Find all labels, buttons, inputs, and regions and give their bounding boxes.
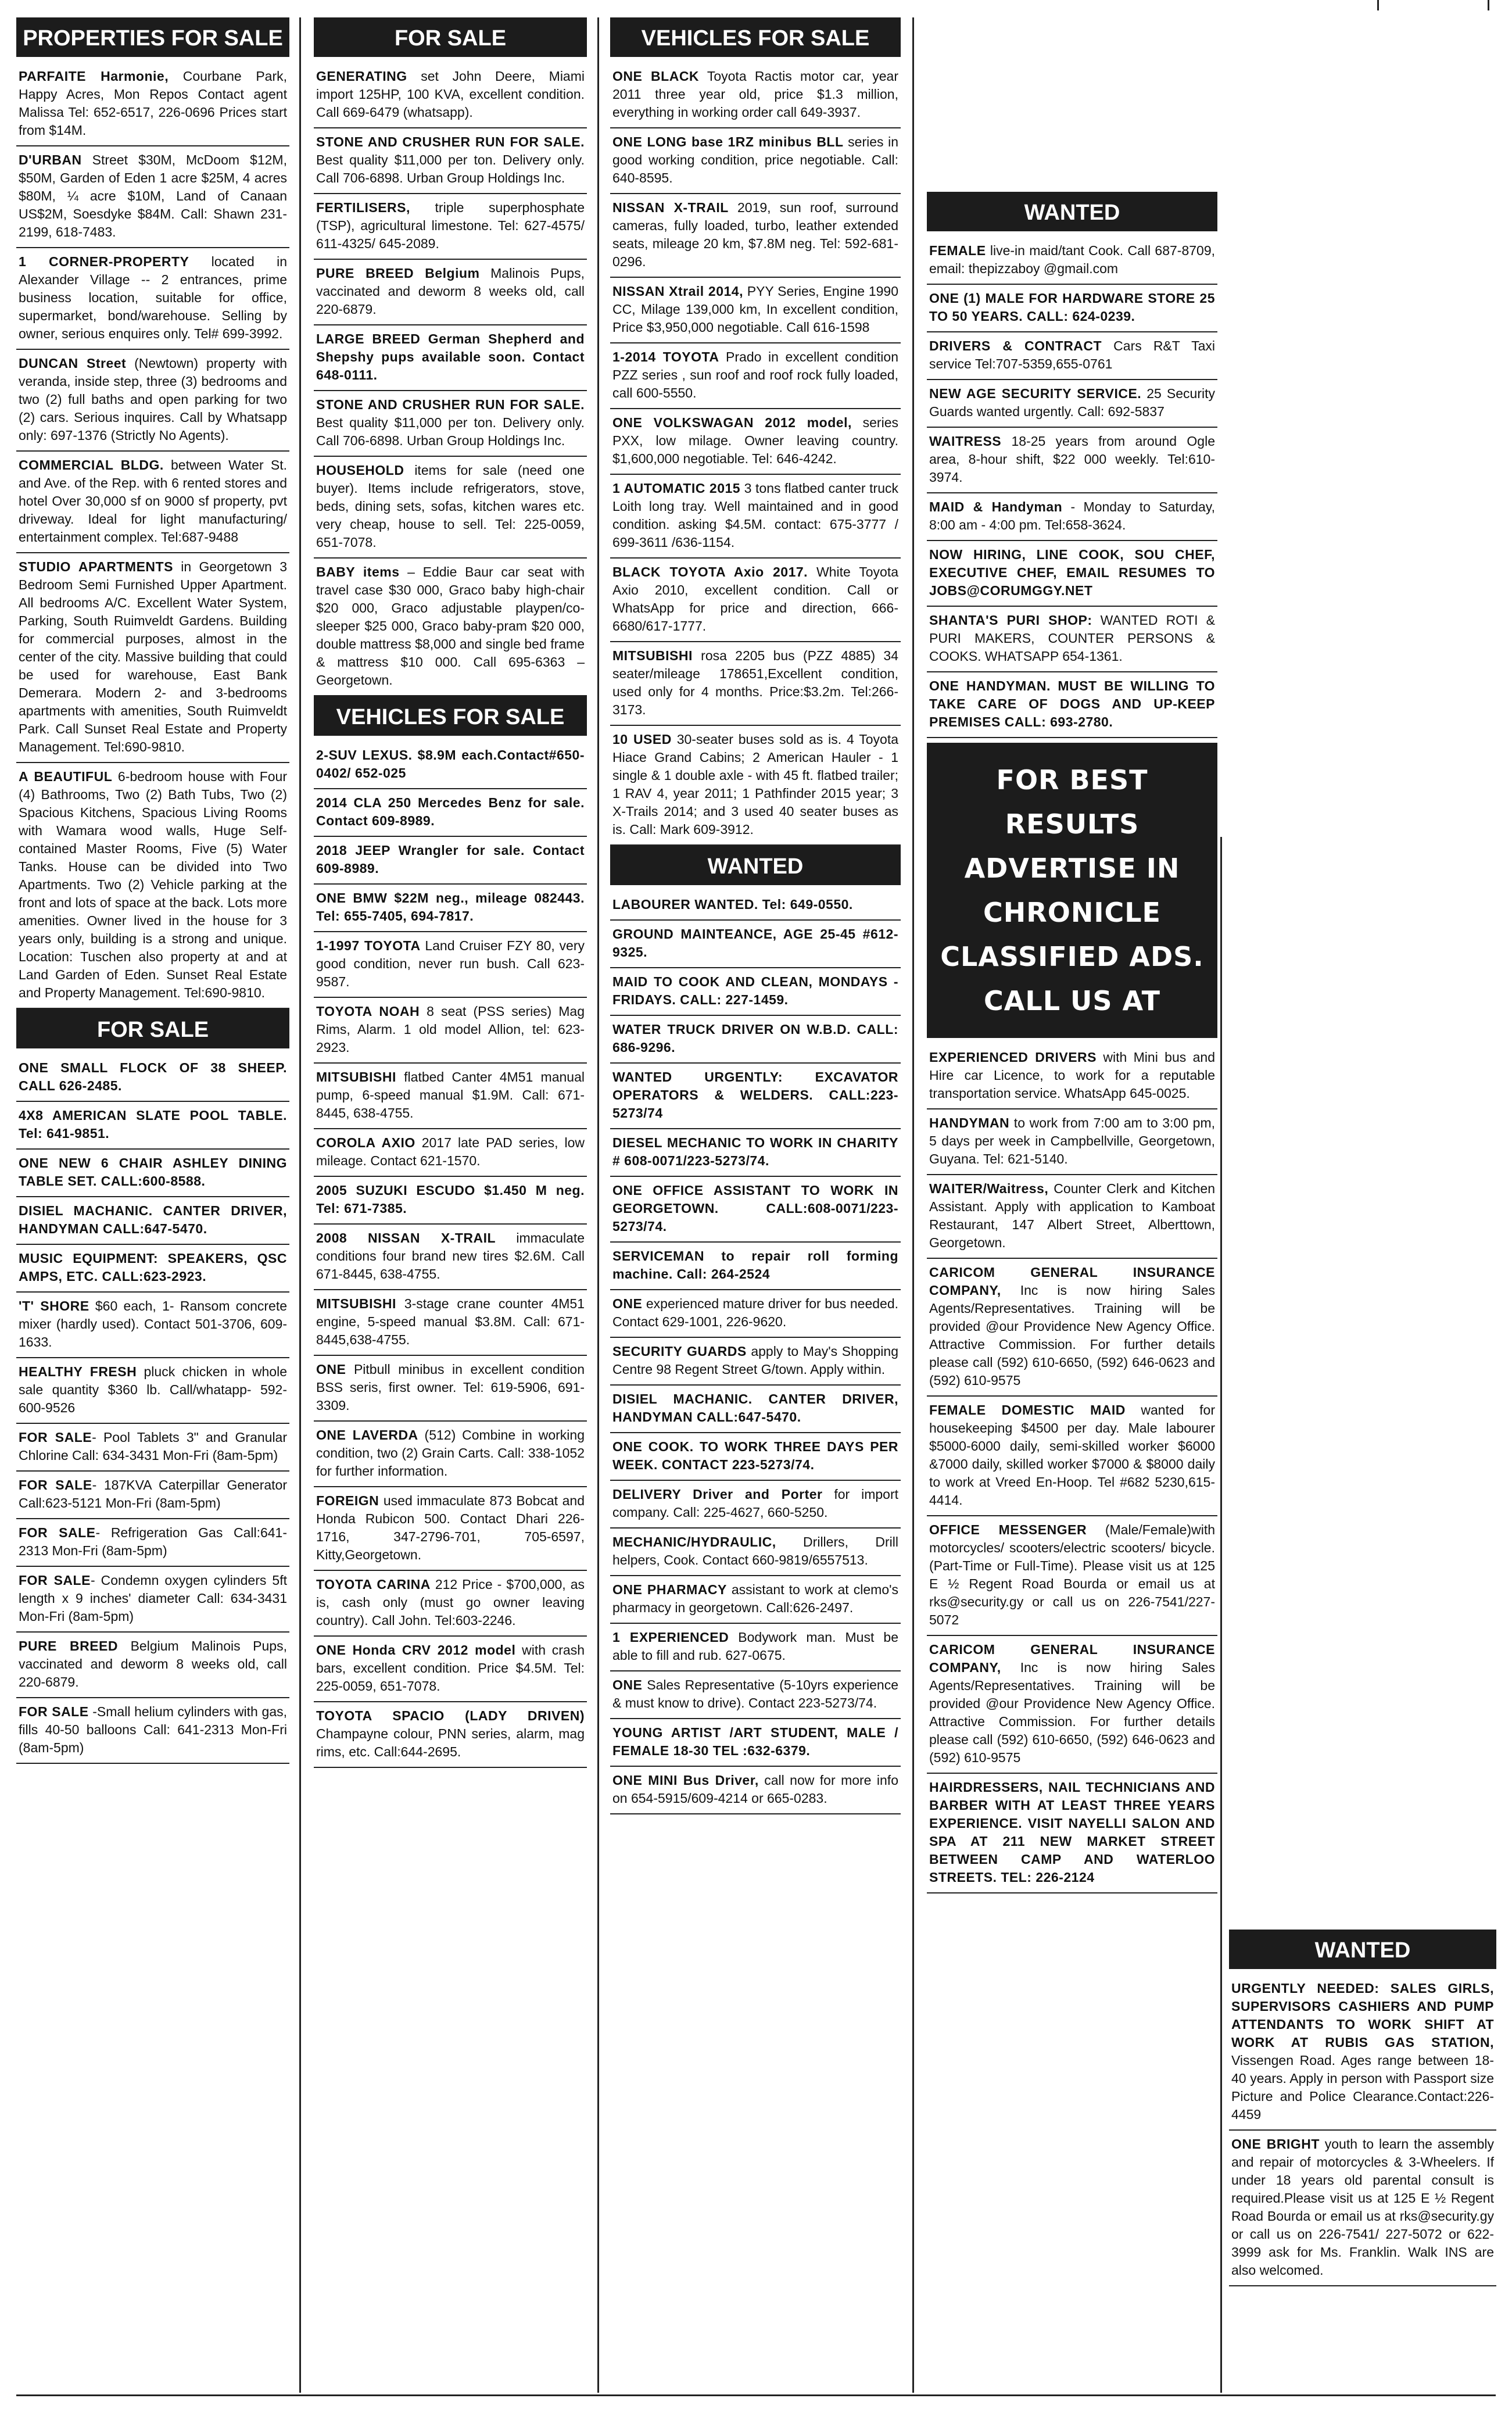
ad-lead: TOYOTA SPACIO (LADY DRIVEN) [316, 1708, 585, 1723]
classified-ad [314, 1064, 587, 1129]
classified-ad [610, 1576, 901, 1624]
ad-body: 212 Price - $700,000, as is, cash only (must go owner leaving country). Call John. Tel:603-2246. [316, 1577, 585, 1628]
classified-ad [927, 1516, 1217, 1636]
ad-lead: OFFICE MESSENGER [929, 1522, 1087, 1537]
ad-lead: 2008 NISSAN X-TRAIL [316, 1230, 496, 1245]
classified-ad [314, 1225, 587, 1290]
classified-ad [927, 1044, 1217, 1109]
ad-lead: GROUND MAINTEANCE, AGE 25-45 #612-9325. [612, 926, 898, 960]
classified-ad [16, 1245, 289, 1293]
blank-space [927, 17, 1217, 192]
column-divider [1220, 837, 1222, 2393]
ad-lead: D'URBAN [19, 152, 82, 167]
classified-ad [314, 63, 587, 128]
classified-ad [610, 968, 901, 1016]
ad-body: Toyota Ractis motor car, year 2011 three year old, price $1.3 million, everything in working order call 649-3937. [612, 69, 898, 120]
ad-lead: FOR SALE [19, 1430, 92, 1445]
ad-lead: COMMERCIAL BLDG. [19, 457, 164, 473]
classified-ad [16, 1472, 289, 1519]
ad-body: rosa 2205 bus (PZZ 4885) 34 seater/mileage 178651,Excellent condition, used only for 4 months. Price:$3.2m. Tel:266-3173. [612, 648, 898, 717]
ad-lead: PARFAITE Harmonie, [19, 69, 169, 84]
ad-lead: SHANTA'S PURI SHOP: [929, 613, 1092, 628]
ad-lead: ONE HANDYMAN. MUST BE WILLING TO TAKE CARE OF DOGS AND UP-KEEP PREMISES CALL: 693-2780. [929, 678, 1215, 729]
classified-ad [314, 998, 587, 1064]
ad-lead: URGENTLY NEEDED: SALES GIRLS, SUPERVISORS CASHIERS AND PUMP ATTENDANTS TO WORK SHIFT AT WORK AT RUBIS GAS STATION, [1231, 1981, 1494, 2050]
ad-body: 2019, sun roof, surround cameras, fully loaded, turbo, leather extended seats, mileage 20 km, $7.8M neg. Tel: 592-681-0296. [612, 200, 899, 269]
classified-ad [610, 194, 901, 278]
classified-ad [610, 475, 901, 559]
ad-lead: STONE AND CRUSHER RUN FOR SALE. [316, 397, 585, 412]
classified-ad [610, 1243, 901, 1290]
ad-body: (Male/Female)with motorcycles/ scooters/electric scooters/ bicycle.(Part-Time or Full-Time). Please visit us at 125 E ½ Regent Road Bourda or email us at rks@security.gy or call us on 226-7541/227-5072 [929, 1522, 1215, 1627]
column-wanted-right [1229, 17, 1496, 2393]
column-for-sale [314, 17, 587, 2393]
classified-ad [610, 278, 901, 343]
ad-lead: WAITRESS [929, 434, 1002, 449]
ad-lead: DELIVERY Driver and Porter [612, 1487, 823, 1502]
classified-ad [927, 1259, 1217, 1397]
ad-lead: MAID & Handyman [929, 499, 1063, 514]
classified-ad [610, 1016, 901, 1064]
classified-ad [610, 1129, 901, 1177]
classified-ad [314, 837, 587, 885]
ad-body: Drillers, Drill helpers, Cook. Contact 660-9819/6557513. [612, 1534, 898, 1567]
ad-lead: FOR SALE [19, 1573, 91, 1588]
ad-lead: BABY items [316, 564, 400, 579]
ad-lead: FOR SALE [19, 1477, 92, 1492]
ad-body: WANTED ROTI & PURI MAKERS, COUNTER PERSONS & COOKS. WHATSAPP 654-1361. [929, 613, 1215, 664]
ad-body: items for sale (need one buyer). Items include refrigerators, stove, beds, dining sets, sofas, kitchen wares etc. very cheap, house to sell. Tel: 225-0059, 651-7078. [316, 463, 585, 550]
ad-lead: HAIRDRESSERS, NAIL TECHNICIANS AND BARBER WITH AT LEAST THREE YEARS EXPERIENCE. VISIT NAYELLI SALON AND SPA AT 211 NEW MARKET STREET BETWEEN CAMP AND WATERLOO STREETS. TEL: 226-2124 [929, 1780, 1215, 1885]
ad-lead: ONE [612, 1296, 643, 1311]
ad-lead: CARICOM GENERAL INSURANCE COMPANY, [929, 1642, 1215, 1675]
ad-body: used immaculate 873 Bobcat and Honda Rubicon 500. Contact Dhari 226-1716, 347-2796-701, 705-6597, Kitty,Georgetown. [316, 1493, 585, 1562]
ad-lead: BLACK TOYOTA Axio 2017. [612, 564, 808, 579]
section-header: WANTED [1229, 1930, 1496, 1969]
classified-ad [927, 1397, 1217, 1516]
ad-body: Best quality $11,000 per ton. Delivery only. Call 706-6898. Urban Group Holdings Inc. [316, 415, 585, 448]
classified-ad [610, 1624, 901, 1671]
classified-ad [610, 343, 901, 409]
section-header: WANTED [610, 846, 901, 885]
classified-ad [16, 248, 289, 350]
classified-ad [610, 1064, 901, 1129]
ad-lead: A BEAUTIFUL [19, 769, 113, 784]
classified-ad [16, 763, 289, 1009]
classified-ad [927, 607, 1217, 672]
classified-ad [314, 1177, 587, 1225]
classified-ad [927, 1636, 1217, 1774]
ad-lead: NISSAN X-TRAIL [612, 200, 729, 215]
classified-ad [610, 409, 901, 475]
ad-body: (512) Combine in working condition, two (2) Grain Carts. Call: 338-1052 for further information. [316, 1427, 585, 1479]
ad-lead: NOW HIRING, LINE COOK, SOU CHEF, EXECUTIVE CHEF, EMAIL RESUMES TO JOBS@CORUMGGY.NET [929, 547, 1215, 598]
ad-body: 25 Security Guards wanted urgently. Call: 692-5837 [929, 386, 1215, 419]
ad-lead: STUDIO APARTMENTS [19, 559, 173, 574]
ad-lead: 'T' SHORE [19, 1298, 89, 1313]
classified-ad [314, 128, 587, 194]
column-divider [299, 17, 301, 2393]
ad-lead: DISIEL MACHANIC. CANTER DRIVER, HANDYMAN CALL:647-5470. [612, 1391, 898, 1424]
ad-lead: COROLA AXIO [316, 1135, 415, 1150]
ad-body: series in good working condition, price negotiable. Call: 640-8595. [612, 134, 899, 185]
ad-body: located in Alexander Village -- 2 entrances, prime business location, suitable for office, supermarket, bond/warehouse. Selling by owner, serious enquires only. Tel# 699-3992. [19, 254, 287, 341]
ad-lead: NISSAN Xtrail 2014, [612, 284, 743, 299]
ad-body: immaculate conditions four brand new tires $2.6M. Call 671-8445, 638-4755. [316, 1230, 585, 1282]
ad-lead: PURE BREED Belgium [316, 266, 480, 281]
classified-ad [314, 789, 587, 837]
classified-ad [927, 428, 1217, 493]
ad-body: to work from 7:00 am to 3:00 pm, 5 days per week in Campbellville, Georgetown, Guyana. Tel: 621-5140. [929, 1115, 1215, 1166]
classified-ad [16, 63, 289, 146]
ad-lead: ONE OFFICE ASSISTANT TO WORK IN GEORGETOWN. CALL:608-0071/223-5273/74. [612, 1183, 898, 1234]
ad-body: 8 seat (PSS series) Mag Rims, Alarm. 1 old model Allion, tel: 623-2923. [316, 1004, 585, 1055]
ad-body: set John Deere, Miami import 125HP, 100 KVA, excellent condition. Call 669-6479 (whatsapp). [316, 69, 585, 120]
ad-lead: ONE [612, 1677, 643, 1692]
ad-lead: DRIVERS & CONTRACT [929, 338, 1102, 353]
classified-ad [16, 1358, 289, 1424]
ad-lead: 10 USED [612, 732, 672, 747]
classified-ad [314, 1290, 587, 1356]
classified-ad [16, 1567, 289, 1633]
ad-lead: FERTILISERS, [316, 200, 410, 215]
classified-ad [314, 1702, 587, 1768]
ad-body: assistant to work at clemo's pharmacy in georgetown. Call:626-2497. [612, 1582, 898, 1615]
classified-ad [314, 391, 587, 457]
classified-ad [16, 1519, 289, 1567]
classified-ad [16, 1197, 289, 1245]
classified-ad [314, 457, 587, 559]
ad-body: call now for more info on 654-5915/609-4214 or 665-0283. [612, 1773, 898, 1806]
classified-ad [314, 559, 587, 696]
ad-lead: ONE Honda CRV 2012 model [316, 1642, 516, 1658]
ad-lead: PURE BREED [19, 1638, 118, 1653]
ad-lead: ONE LAVERDA [316, 1427, 418, 1442]
ad-lead: 4X8 AMERICAN SLATE POOL TABLE. Tel: 641-9851. [19, 1108, 287, 1141]
ad-body: between Water St. and Ave. of the Rep. with 6 rented stores and hotel Over 30,000 sf on 9000 sf property, pvt driveway. Ideal for light manufacturing/ entertainment complex. Tel:687-9488 [19, 457, 287, 545]
classified-ad [610, 1290, 901, 1338]
ad-body: Land Cruiser FZY 80, very good condition, never run bush. Call 623-9587. [316, 938, 585, 989]
ad-body: Counter Clerk and Kitchen Assistant. Apply with application to Kamboat Restaurant, 147 Albert Street, Alberttown, Georgetown. [929, 1181, 1215, 1250]
ad-lead: DISIEL MACHANIC. CANTER DRIVER, HANDYMAN CALL:647-5470. [19, 1203, 287, 1236]
column-wanted [927, 17, 1217, 2393]
classified-ad [610, 128, 901, 194]
ad-body: triple superphosphate (TSP), agricultural limestone. Tel: 627-4575/ 611-4325/ 645-2089. [316, 200, 585, 251]
ad-body: with Mini bus and Hire car Licence, to work for a reputable transportation service. WhatsApp 645-0025. [929, 1050, 1216, 1101]
ad-body: Bodywork man. Must be able to fill and rub. 627-0675. [612, 1630, 898, 1663]
classified-ad [314, 1129, 587, 1177]
ad-lead: 2005 SUZUKI ESCUDO $1.450 M neg. Tel: 671-7385. [316, 1183, 585, 1216]
ad-body: $60 each, 1- Ransom concrete mixer (hardly used). Contact 501-3706, 609-1633. [19, 1298, 287, 1350]
ad-lead: FOR SALE [19, 1704, 89, 1719]
ad-lead: TOYOTA NOAH [316, 1004, 420, 1019]
ad-body: White Toyota Axio 2010, excellent condition. Call or WhatsApp for price and direction, 666-6680/617-1777. [612, 564, 899, 633]
classified-ad [16, 350, 289, 452]
classified-ad [610, 1386, 901, 1433]
ad-body: Inc is now hiring Sales Agents/Representatives. Training will be provided @our Providence New Agency Office. Attractive Commission. For further details please call (592) 610-6650, (592) 646-0623 and (592) 610-9575 [929, 1283, 1215, 1388]
ad-body: Best quality $11,000 per ton. Delivery only. Call 706-6898. Urban Group Holdings Inc. [316, 152, 585, 185]
ad-lead: ONE BRIGHT [1231, 2136, 1320, 2152]
column-vehicles-wanted [610, 17, 901, 2393]
ad-body: - Pool Tablets 3" and Granular Chlorine Call: 634-3431 Mon-Fri (8am-5pm) [19, 1430, 288, 1463]
ad-lead: ONE COOK. TO WORK THREE DAYS PER WEEK. CONTACT 223-5273/74. [612, 1439, 898, 1472]
ad-body: Street $30M, McDoom $12M, $50M, Garden of Eden 1 acre $25M, 4 acres $80M, ¼ acre $10M, Land of Canaan US$2M, Soesdyke $84M. Call: Shawn 231-2199, 618-7483. [19, 152, 287, 239]
classified-ad [16, 146, 289, 248]
ad-lead: ONE [316, 1362, 346, 1377]
section-header: VEHICLES FOR SALE [314, 696, 587, 736]
classified-ad [610, 921, 901, 968]
ad-body: 3 tons flatbed canter truck Loith long tray. Well maintained and in good condition. asking $4.5M. contact: 675-3777 / 699-3611 /636-1154. [612, 481, 898, 550]
classified-ad [16, 1054, 289, 1102]
section-header: PROPERTIES FOR SALE [16, 17, 289, 57]
classified-ad [314, 1356, 587, 1422]
column-divider [597, 17, 599, 2393]
ad-body: pluck chicken in whole sale quantity $360 lb. Call/whatapp- 592-600-9526 [19, 1364, 288, 1415]
classified-ad [927, 493, 1217, 541]
ad-lead: MITSUBISHI [612, 648, 693, 663]
classified-ad [16, 1150, 289, 1197]
classified-ad [610, 559, 901, 642]
ad-body: series PXX, low milage. Owner leaving country. $1,600,000 negotiable. Tel: 646-4242. [612, 415, 898, 466]
ad-lead: FOREIGN [316, 1493, 379, 1508]
ad-lead: LABOURER WANTED. Tel: 649-0550. [612, 897, 853, 912]
ad-lead: 1 CORNER-PROPERTY [19, 254, 189, 269]
ad-lead: WAITER/Waitress, [929, 1181, 1049, 1196]
ad-body: youth to learn the assembly and repair of motorcycles & 3-Wheelers. If under 18 years old parental consult is required.Please visit us at 125 E ½ Regent Road Bourda or email us at rks@security.gy or call us on 226-7541/ 227-5072 or 622-3999 ask for Ms. Franklin. Walk INS are also welcomed. [1231, 2136, 1494, 2278]
section-header: FOR SALE [314, 17, 587, 57]
promo-banner: FOR BEST RESULTS ADVERTISE IN CHRONICLE CLASSIFIED ADS. CALL US AT [927, 743, 1217, 1038]
classified-ad [16, 553, 289, 763]
classified-ad [16, 452, 289, 553]
ad-lead: DUNCAN Street [19, 356, 127, 371]
ad-body: Cars R&T Taxi service Tel:707-5359,655-0761 [929, 338, 1215, 371]
classified-ad [927, 237, 1217, 285]
section-header: WANTED [927, 192, 1217, 231]
ad-body: live-in maid/tant Cook. Call 687-8709, email: thepizzaboy @gmail.com [929, 243, 1215, 276]
ad-lead: SECURITY GUARDS [612, 1344, 747, 1359]
ad-body: - Monday to Saturday, 8:00 am - 4:00 pm. Tel:658-3624. [929, 499, 1215, 532]
classified-ad [927, 1175, 1217, 1259]
classified-ad [610, 63, 901, 128]
ad-body: Champayne colour, PNN series, alarm, mag rims, etc. Call:644-2695. [316, 1726, 585, 1759]
classified-ad [314, 1571, 587, 1637]
classified-ad [927, 380, 1217, 428]
classified-ad [314, 742, 587, 789]
ad-body: 30-seater buses sold as is. 4 Toyota Hiace Grand Cabins; 2 American Hauler - 1 single & 1 double axle - with 45 ft. flatbed trailer; 1 RAV 4, year 2011; 1 Pathfinder 2015 year; 3 X-Trails 2014; and 3 used 40 seater buses as is. Call: Mark 609-3912. [612, 732, 898, 837]
ad-lead: ONE BLACK [612, 69, 700, 84]
section-header: FOR SALE [16, 1009, 289, 1048]
ad-lead: STONE AND CRUSHER RUN FOR SALE. [316, 134, 585, 149]
ad-body: with crash bars, excellent condition. Price $4.5M. Tel: 225-0059, 651-7078. [316, 1642, 585, 1694]
classified-ad [314, 194, 587, 260]
classified-ad [16, 1698, 289, 1764]
ad-body: Prado in excellent condition PZZ series , sun roof and roof rock fully loaded, call 600-5550. [612, 349, 898, 400]
ad-lead: ONE BMW $22M neg., mileage 082443. Tel: 655-7405, 694-7817. [316, 890, 585, 923]
ad-body: – Eddie Baur car seat with travel case $30 000, Graco baby high-chair $20 000, Graco adjustable playpen/co-sleeper $25 000, Graco baby-pram $20 000, double mattress $8,000 and single bed frame & mattress $10 000. Call 695-6363 – Georgetown. [316, 564, 585, 688]
ad-body: Inc is now hiring Sales Agents/Representatives. Training will be provided @our Providence New Agency Office. Attractive Commission. For further details please call (592) 610-6650, (592) 646-0623 and (592) 610-9575 [929, 1660, 1215, 1765]
classified-ad [610, 642, 901, 726]
classified-ad [314, 1422, 587, 1487]
ad-body: Courbane Park, Happy Acres, Mon Repos Contact agent Malissa Tel: 652-6517, 226-0696 Prices start from $14M. [19, 69, 288, 138]
classified-ad [16, 1633, 289, 1698]
ad-body: 3-stage crane counter 4M51 engine, 5-speed manual $3.8M. Call: 671-8445,638-4755. [316, 1296, 585, 1347]
ad-lead: LARGE BREED German Shepherd and Shepshy pups available soon. Contact 648-0111. [316, 331, 585, 382]
ad-lead: MITSUBISHI [316, 1296, 396, 1311]
ad-lead: YOUNG ARTIST /ART STUDENT, MALE / FEMALE 18-30 TEL :632-6379. [612, 1725, 898, 1758]
ad-lead: MITSUBISHI [316, 1069, 396, 1084]
ad-lead: 1-2014 TOYOTA [612, 349, 719, 364]
ad-lead: ONE MINI Bus Driver, [612, 1773, 759, 1788]
ad-body: 18-25 years from around Ogle area, 8-hour shift, $22 000 weekly. Tel:610-3974. [929, 434, 1215, 485]
ad-lead: EXPERIENCED DRIVERS [929, 1050, 1097, 1065]
ad-body: - Condemn oxygen cylinders 5ft length x 9 inches' diameter Call: 634-3431 Mon-Fri (8am-5pm) [19, 1573, 287, 1624]
classified-ad [610, 1433, 901, 1481]
classified-ad [927, 672, 1217, 738]
ad-lead: 2018 JEEP Wrangler for sale. Contact 609-8989. [316, 843, 585, 876]
ad-body: Pitbull minibus in excellent condition BSS seris, first owner. Tel: 619-5906, 691-3309. [316, 1362, 585, 1413]
ad-body: Vissengen Road. Ages range between 18-40 years. Apply in person with Passport size Picture and Police Clearance.Contact:226-4459 [1231, 2053, 1494, 2122]
ad-lead: SERVICEMAN to repair roll forming machine. Call: 264-2524 [612, 1248, 898, 1282]
classified-ad [1229, 2131, 1496, 2286]
classified-ad [610, 726, 901, 846]
classified-ad [314, 325, 587, 391]
ad-lead: FEMALE DOMESTIC MAID [929, 1402, 1126, 1418]
ad-lead: GENERATING [316, 69, 407, 84]
ad-lead: ONE NEW 6 CHAIR ASHLEY DINING TABLE SET. CALL:600-8588. [19, 1155, 287, 1189]
ad-body: wanted for housekeeping $4500 per day. Male labourer $5000-6000 daily, semi-skilled worker $6000 &7000 daily, skilled worker $7000 & $8000 daily to work at Vreed En-Hoop. Tel #682 5230,615-4414. [929, 1402, 1215, 1508]
ad-body: PYY Series, Engine 1990 CC, Milage 139,000 km, In excellent condition, Price $3,950,000 negotiable. Call 616-1598 [612, 284, 898, 335]
ad-body: (Newtown) property with veranda, inside step, three (3) bedrooms and two (2) full baths and open parking for two (2) cars. Serious inquires. Call by Whatsapp only: 697-1376 (Strictly No Agents). [19, 356, 287, 443]
bottom-rule [16, 2394, 1496, 2396]
ad-lead: ONE (1) MALE FOR HARDWARE STORE 25 TO 50 YEARS. CALL: 624-0239. [929, 291, 1215, 324]
column-properties [16, 17, 289, 2393]
ad-body: - Refrigeration Gas Call:641-2313 Mon-Fri (8am-5pm) [19, 1525, 288, 1558]
classified-ad [927, 1774, 1217, 1893]
classified-ad [927, 541, 1217, 607]
classified-ad [314, 260, 587, 325]
ad-lead: CARICOM GENERAL INSURANCE COMPANY, [929, 1265, 1215, 1298]
ad-lead: 1 AUTOMATIC 2015 [612, 481, 741, 496]
classified-ad [314, 885, 587, 932]
ad-body: 6-bedroom house with Four (4) Bathrooms, Two (2) Bath Tubs, Two (2) Spacious Kitchens, Spacious Living Rooms with Wamara wood walls, Huge Self-contained Master Rooms, Five (5) Water Tanks. House can be divided into Two Apartments. Two (2) Vehicle parking at the front and lots of space at the back. Lots more amenities. Owner lived in the house for 3 years only, building is a strong and unique. Location: Tuschen also property at and at Land Garden of Eden. Sunset Real Estate and Property Management. Tel:690-9810. [19, 769, 287, 1000]
column-divider [912, 17, 914, 2393]
ad-lead: 1 EXPERIENCED [612, 1630, 729, 1645]
ad-lead: ONE LONG base 1RZ minibus BLL [612, 134, 844, 149]
ad-body: in Georgetown 3 Bedroom Semi Furnished Upper Apartment. All bedrooms A/C. Excellent Water System, Parking, South Ruimveldt Gardens. Building for commercial purposes, almost in the center of the city. Massive building that could be used for warehouse, East Bank Demerara. Modern 2- and 3-bedrooms apartments with amenities, South Ruimveldt Park. Call Sunset Real Estate and Property Management. Tel:690-9810. [19, 559, 287, 754]
ad-lead: ONE VOLKSWAGAN 2012 model, [612, 415, 852, 430]
classified-ad [610, 1671, 901, 1719]
classified-ad [1229, 1975, 1496, 2131]
ad-lead: DIESEL MECHANIC TO WORK IN CHARITY # 608-0071/223-5273/74. [612, 1135, 898, 1168]
classified-ad [610, 1481, 901, 1529]
ad-lead: 2-SUV LEXUS. $8.9M each.Contact#650-0402/ 652-025 [316, 747, 585, 781]
ad-lead: MAID TO COOK AND CLEAN, MONDAYS - FRIDAYS. CALL: 227-1459. [612, 974, 898, 1007]
ad-body: Malinois Pups, vaccinated and deworm 8 weeks old, call 220-6879. [316, 266, 585, 317]
ad-lead: HEALTHY FRESH [19, 1364, 137, 1379]
ad-lead: NEW AGE SECURITY SERVICE. [929, 386, 1142, 401]
ad-body: Belgium Malinois Pups, vaccinated and deworm 8 weeks old, call 220-6879. [19, 1638, 287, 1689]
ad-lead: 1-1997 TOYOTA [316, 938, 421, 953]
section-header: VEHICLES FOR SALE [610, 17, 901, 57]
classified-ad [610, 1338, 901, 1386]
ad-lead: FEMALE [929, 243, 986, 258]
classified-ad [314, 932, 587, 998]
classified-ad [927, 332, 1217, 380]
ad-body: 2017 late PAD series, low mileage. Contact 621-1570. [316, 1135, 585, 1168]
classified-ad [314, 1637, 587, 1702]
blank-space [1229, 17, 1496, 1930]
classified-ad [927, 285, 1217, 332]
classified-ad [16, 1293, 289, 1358]
ad-body: experienced mature driver for bus needed. Contact 629-1001, 226-9620. [612, 1296, 898, 1329]
classified-ad [314, 1487, 587, 1571]
classified-ad [610, 1529, 901, 1576]
ad-lead: 2014 CLA 250 Mercedes Benz for sale. Contact 609-8989. [316, 795, 585, 828]
ad-lead: FOR SALE [19, 1525, 96, 1540]
classified-ad [16, 1424, 289, 1472]
ad-lead: MECHANIC/HYDRAULIC, [612, 1534, 776, 1549]
classified-ad [927, 1109, 1217, 1175]
classified-ad [16, 1102, 289, 1150]
ad-body: Sales Representative (5-10yrs experience & must know to drive). Contact 223-5273/74. [612, 1677, 898, 1710]
classified-ad [610, 891, 901, 921]
classified-ad [610, 1719, 901, 1767]
ad-lead: MUSIC EQUIPMENT: SPEAKERS, QSC AMPS, ETC. CALL:623-2923. [19, 1251, 287, 1284]
ad-body: - 187KVA Caterpillar Generator Call:623-5121 Mon-Fri (8am-5pm) [19, 1477, 288, 1510]
classified-ad [610, 1767, 901, 1814]
ad-lead: WANTED URGENTLY: EXCAVATOR OPERATORS & WELDERS. CALL:223-5273/74 [612, 1069, 898, 1121]
ad-lead: TOYOTA CARINA [316, 1577, 431, 1592]
ad-body: for import company. Call: 225-4627, 660-5250. [612, 1487, 898, 1520]
ad-lead: WATER TRUCK DRIVER ON W.B.D. CALL: 686-9296. [612, 1022, 898, 1055]
ad-lead: ONE PHARMACY [612, 1582, 727, 1597]
top-edge-marks [1307, 0, 1499, 12]
ad-lead: HANDYMAN [929, 1115, 1010, 1130]
classified-ad [610, 1177, 901, 1243]
ad-body: -Small helium cylinders with gas, fills 40-50 balloons Call: 641-2313 Mon-Fri (8am-5pm) [19, 1704, 287, 1755]
ad-lead: ONE SMALL FLOCK OF 38 SHEEP. CALL 626-2485. [19, 1060, 287, 1093]
ad-body: apply to May's Shopping Centre 98 Regent Street G/town. Apply within. [612, 1344, 898, 1377]
ad-lead: HOUSEHOLD [316, 463, 404, 478]
ad-body: flatbed Canter 4M51 manual pump, 6-speed manual $1.9M. Call: 671-8445, 638-4755. [316, 1069, 585, 1121]
